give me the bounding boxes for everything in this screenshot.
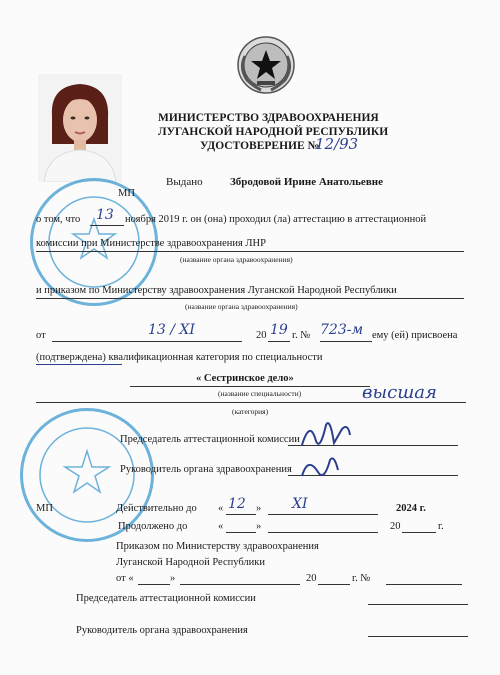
attest-prefix: о том, что [36,214,81,225]
ministry-title-line2: ЛУГАНСКОЙ НАРОДНОЙ РЕСПУБЛИКИ [158,126,389,138]
valid-day-handwritten: 12 [228,496,246,512]
attest-caption1: (название органа здравоохранения) [180,255,293,264]
bottom-chair-label: Председатель аттестационной комиссии [76,593,256,604]
extension-order-line2: Луганской Народной Республики [116,557,265,568]
extended-until-label: Продолжено до [118,521,188,532]
valid-open-quote: « [218,503,224,514]
recipient-name: Збродовой Ирине Анатольевне [230,176,383,188]
extension-year-prefix: 20 [306,573,317,584]
attest-caption2: (название органа здравоохранения) [185,302,298,311]
certificate-number-handwritten: 12/93 [315,135,359,153]
extension-from-label: от « [116,573,134,584]
head-signature-handwritten [298,452,342,484]
extension-order-line1: Приказом по Министерству здравоохранения [116,541,319,552]
attest-rest: ноября 2019 г. он (она) проходил (ла) аттестацию в аттестационной [125,214,427,225]
attest-line2: комиссии при Министерстве здравоохранения ЛНР [36,238,266,249]
specialty-caption: (название специальности) [218,389,302,398]
order-year-handwritten: 19 [270,322,288,338]
extended-open-quote: « [218,521,224,532]
stamp-place-label-bottom: МП [36,503,53,514]
order-from-label: от [36,330,46,341]
coat-of-arms-icon [235,34,297,96]
bottom-head-label: Руководитель органа здравоохранения [76,625,248,636]
specialty-name: « Сестринское дело» [196,373,294,384]
category-handwritten: высшая [362,382,437,403]
order-rest: ему (ей) присвоена [372,330,458,341]
portrait-photo [38,74,122,182]
chair-signature-handwritten [298,415,354,453]
head-signature-label: Руководитель органа здравоохранения [120,464,292,475]
extended-year-prefix: 20 [390,521,401,532]
extended-close-quote: » [256,521,262,532]
chair-signature-label: Председатель аттестационной комиссии [120,434,300,445]
valid-close-quote: » [256,503,262,514]
order-year-suffix: г. № [292,330,311,341]
order-year-prefix: 20 [256,330,267,341]
order-number-handwritten: 723-м [320,322,364,338]
category-line: (подтверждена) квалификационная категория по специальности [36,352,323,363]
valid-month-handwritten: XI [292,496,308,512]
extended-year-suffix: г. [438,521,444,532]
confirmed-underline [36,364,122,365]
issued-label: Выдано [166,176,203,188]
order-line: и приказом по Министерству здравоохранения Луганской Народной Республики [36,285,397,296]
order-date-handwritten: 13 / XI [148,322,195,338]
certificate-title: УДОСТОВЕРЕНИЕ № [200,140,320,152]
ministry-title-line1: МИНИСТЕРСТВО ЗДРАВООХРАНЕНИЯ [158,112,379,124]
extension-year-suffix: г. № [352,573,371,584]
stamp-place-label-top: МП [118,188,135,199]
attest-day-handwritten: 13 [96,207,114,223]
valid-year: 2024 г. [396,503,426,514]
category-caption: (категория) [232,407,269,416]
extension-close-quote: » [170,573,176,584]
valid-until-label: Действительно до [116,503,197,514]
